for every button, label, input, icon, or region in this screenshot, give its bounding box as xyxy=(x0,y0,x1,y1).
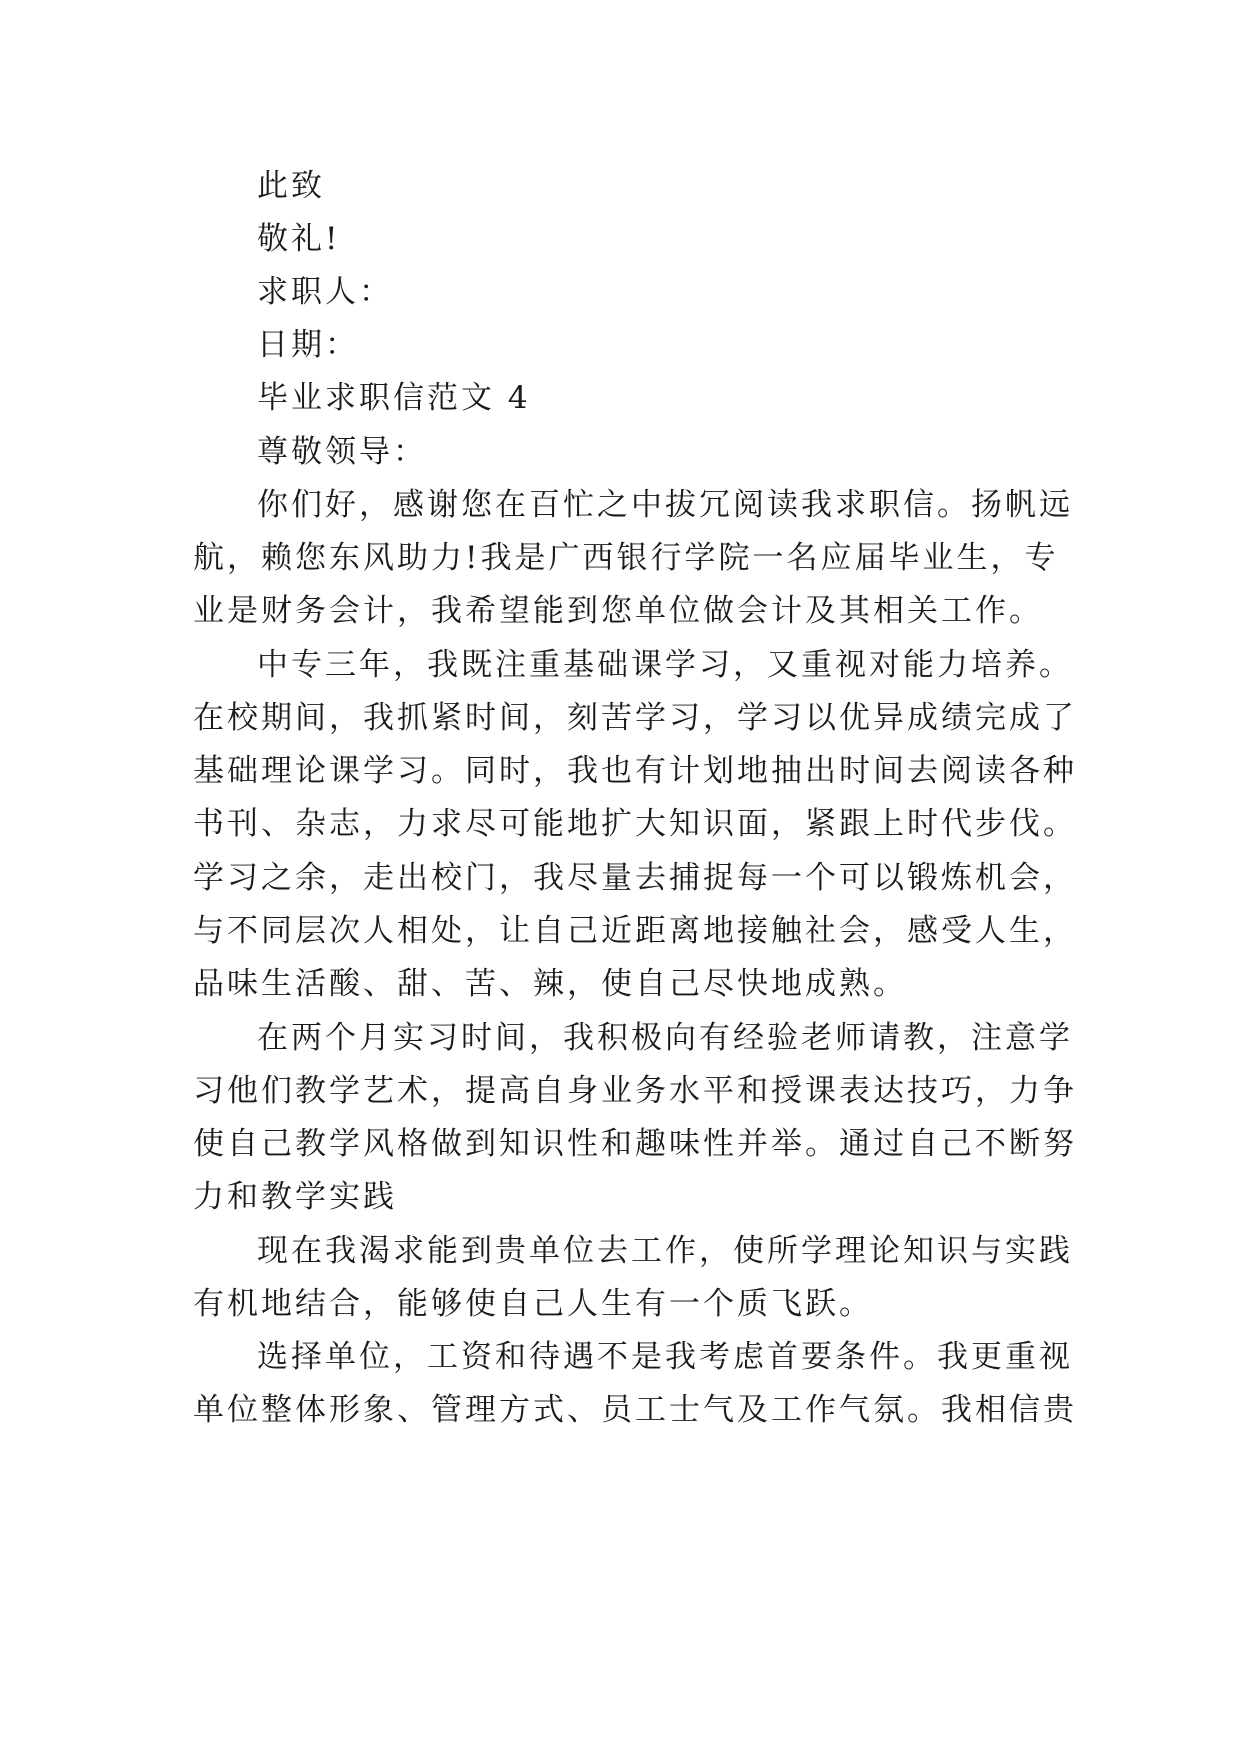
paragraph-line: 现在我渴求能到贵单位去工作，使所学理论知识与实践 xyxy=(257,1233,1073,1269)
paragraph-line: 书刊、杂志，力求尽可能地扩大知识面，紧跟上时代步伐。 xyxy=(193,806,1077,842)
paragraph-line: 使自己教学风格做到知识性和趣味性并举。通过自己不断努 xyxy=(193,1126,1077,1162)
paragraph-line: 有机地结合，能够使自己人生有一个质飞跃。 xyxy=(193,1286,873,1322)
closing-line: 此致 xyxy=(257,168,325,204)
section-title: 毕业求职信范文 4 xyxy=(257,380,531,416)
paragraph-line: 单位整体形象、管理方式、员工士气及工作气氛。我相信贵 xyxy=(193,1392,1077,1428)
paragraph-line: 在校期间，我抓紧时间，刻苦学习，学习以优异成绩完成了 xyxy=(193,700,1077,736)
paragraph-line: 在两个月实习时间，我积极向有经验老师请教，注意学 xyxy=(257,1020,1073,1056)
paragraph-line: 你们好，感谢您在百忙之中拔冗阅读我求职信。扬帆远 xyxy=(257,487,1073,523)
paragraph-line: 选择单位，工资和待遇不是我考虑首要条件。我更重视 xyxy=(257,1339,1073,1375)
date-line: 日期： xyxy=(257,327,359,363)
paragraph-line: 中专三年，我既注重基础课学习，又重视对能力培养。 xyxy=(257,647,1073,683)
paragraph-line: 与不同层次人相处，让自己近距离地接触社会，感受人生， xyxy=(193,913,1077,949)
paragraph-line: 习他们教学艺术，提高自身业务水平和授课表达技巧，力争 xyxy=(193,1073,1077,1109)
paragraph-line: 品味生活酸、甜、苦、辣，使自己尽快地成熟。 xyxy=(193,966,907,1002)
paragraph-line: 学习之余，走出校门，我尽量去捕捉每一个可以锻炼机会， xyxy=(193,860,1077,896)
paragraph-line: 航，赖您东风助力!我是广西银行学院一名应届毕业生，专 xyxy=(193,540,1059,576)
greeting-line: 尊敬领导： xyxy=(257,434,427,470)
salutation-line: 敬礼! xyxy=(257,221,341,257)
paragraph-line: 力和教学实践 xyxy=(193,1179,397,1215)
paragraph-line: 基础理论课学习。同时，我也有计划地抽出时间去阅读各种 xyxy=(193,753,1077,789)
paragraph-line: 业是财务会计，我希望能到您单位做会计及其相关工作。 xyxy=(193,593,1043,629)
applicant-line: 求职人： xyxy=(257,274,393,310)
